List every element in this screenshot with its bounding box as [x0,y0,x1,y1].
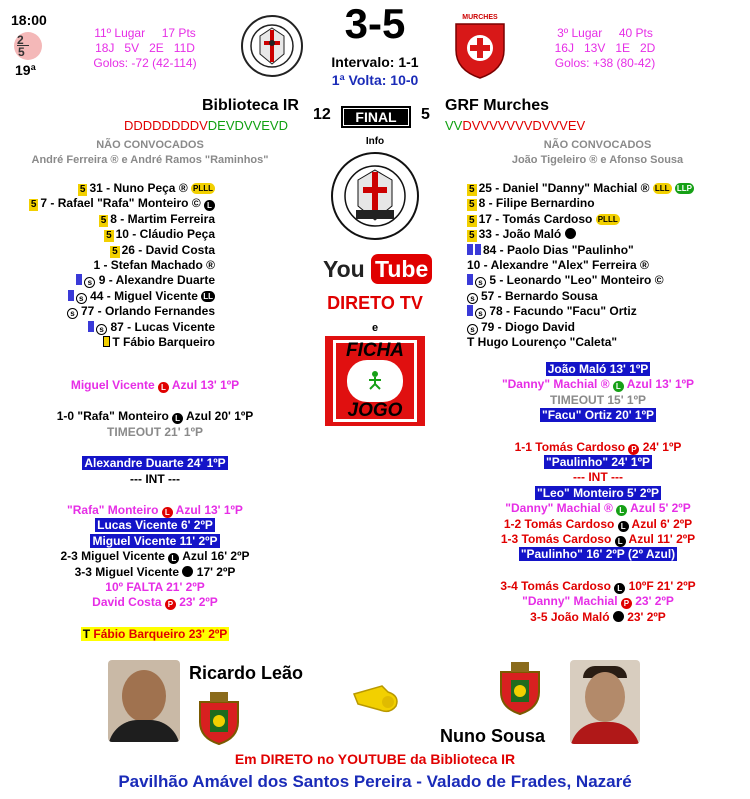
player-name: 77 - Orlando Fernandes [80,304,215,319]
penalty-icon: P [628,444,639,455]
foul-icon: L [616,505,627,516]
event-detail: Azul 13' 1ºP [172,503,243,518]
event-detail: Azul 16' 2ºP [179,549,250,564]
blue-card-mark [88,321,94,332]
away-form-recent: DVVVVVVVDVVVEV [462,118,586,133]
away-standing-line1: 3º Lugar 40 Pts [557,26,653,40]
substitute-marker [88,320,110,334]
player-row [467,212,694,227]
event-row [0,534,310,549]
event-highlight [519,547,677,561]
away-form-wins: VV [445,118,463,133]
goal-ball-icon: L [204,200,215,211]
player-stats-icons [201,196,215,210]
event-text: Miguel Vicente 11' 2ºP [92,533,218,548]
blue-card-mark [475,244,481,255]
event-highlight [544,455,652,469]
event-row [0,425,310,440]
player-row [29,273,215,288]
starter-badge: 5 [469,199,475,211]
round-number: 19ª [15,62,36,78]
player-name: 17 - Tomás Cardoso [478,211,593,226]
blue-card-mark [467,274,473,285]
date-day: 2 [17,33,24,47]
home-team-name: Biblioteca IR [202,97,299,114]
event-text: "Paulinho" 24' 1ºP [546,455,650,470]
event-row [0,456,310,471]
event-text: 1-1 Tomás Cardoso [514,439,626,454]
sub-icon: s [467,293,478,304]
player-name: 1 - Stefan Machado ® [93,258,215,273]
blue-card-mark [467,305,473,316]
event-text: 2-3 Miguel Vicente [60,549,165,564]
away-crest-label: MURCHES [462,14,498,21]
event-detail: Azul 11' 2ºP [625,532,696,547]
double-blue-marker [467,243,483,257]
event-row [447,408,749,423]
event-text: 10º FALTA 21' 2ºP [105,580,205,595]
event-text: "Paulinho" 16' 2ºP (2º Azul) [520,547,676,562]
away-team-name: GRF Murches [445,97,550,114]
halftime-score: Intervalo: 1-1 [331,54,419,70]
player-name: 10 - Cláudio Peça [115,227,215,242]
date-badge [14,32,42,60]
event-row [447,501,749,516]
event-text: "Danny" Machial ® [501,377,610,392]
coach-icon: T [112,335,123,350]
sub-icon: s [475,277,486,288]
starter-badge: 5 [106,230,112,242]
blue-card-mark [76,274,82,285]
event-detail: Azul 5' 2ºP [627,501,691,516]
player-name: 87 - Lucas Vicente [110,319,215,334]
home-not-called [0,138,300,168]
event-row [0,518,310,533]
blue-card-mark [467,244,473,255]
event-row [0,409,310,424]
stats-pill-icon: PLLL [597,214,618,224]
player-row [467,320,694,335]
event-row [0,580,310,595]
jogo-label: JOGO [347,400,403,421]
away-not-called [445,138,750,168]
player-row [467,273,694,288]
substitute-marker [467,273,489,287]
event-text: 3-3 Miguel Vicente [74,564,180,579]
player-name: 8 - Filipe Bernardino [478,196,595,211]
player-row [29,227,215,242]
player-name: Fábio Barqueiro [122,335,215,350]
penalty-icon: P [621,598,632,609]
substitute-marker [68,289,90,303]
event-text: 1-0 "Rafa" Monteiro [56,409,169,424]
player-row [29,320,215,335]
event-row [447,610,749,625]
association-crest-right [497,660,543,716]
player-row [467,335,694,350]
event-row [447,579,749,594]
foul-icon: L [162,507,173,518]
player-row [29,243,215,258]
foul-icon: L [172,413,183,424]
starter-badge: 5 [30,199,37,211]
event-row [447,532,749,547]
player-stats-icons [650,181,694,195]
referee1-photo [108,660,180,742]
sub-icon: s [84,277,95,288]
player-name: 9 - Alexandre Duarte [98,273,215,288]
sub-icon: s [67,308,78,319]
footer-live-note: Em DIRETO no YOUTUBE da Biblioteca IR [234,751,516,767]
event-text: Fábio Barqueiro 23' 2ºP [93,626,228,641]
home-not-called-title: NÃO CONVOCADOS [96,139,204,151]
player-name: 7 - Rafael "Rafa" Monteiro © [40,196,201,211]
event-text: Lucas Vicente 6' 2ºP [97,518,213,533]
away-not-called-list: João Tigeleiro ® e Afonso Sousa [511,154,684,166]
event-text: "Danny" Machial ® [505,501,613,516]
player-stats-icons [198,289,215,303]
player-name: 25 - Daniel "Danny" Machial ® [478,181,650,195]
player-name: 5 - Leonardo "Leo" Monteiro © [489,273,664,288]
event-row [447,470,749,485]
player-name: 79 - Diogo David [481,319,576,334]
home-crest [240,14,304,78]
event-row [0,627,310,642]
event-detail: Azul 20' 1ºP [183,409,254,424]
event-text: Alexandre Duarte 24' 1ºP [84,456,226,471]
home-standing-line3: Golos: -72 (42-114) [93,56,197,70]
stats-pill-icon: PLLL [193,184,213,193]
player-row [29,304,215,319]
starter-badge: 5 [469,184,475,195]
home-form-losses: DDDDDDDDV [124,118,208,133]
player-row [467,227,694,242]
event-detail: 23' 2ºP [623,609,666,624]
away-fouls: 5 [421,106,430,123]
event-detail: 23' 2ºP [631,594,674,609]
away-standing [520,26,690,71]
penalty-icon: P [165,599,176,610]
goal-pill-icon: LL [203,291,213,301]
referee1-name: Ricardo Leão [189,663,304,683]
event-text: João Maló 13' 1ºP [547,362,649,376]
goal-ball-icon [613,611,624,622]
match-status: FINAL [341,106,411,128]
event-row [0,595,310,610]
foul-icon: L [158,382,169,393]
player-name: 26 - David Costa [121,242,215,257]
event-text: David Costa [92,595,162,610]
event-row [447,362,749,377]
starter-badge: 5 [79,184,86,195]
event-row [0,549,310,564]
event-highlight [95,518,215,532]
away-standing-line2: 16J 13V 1E 2D [554,41,656,55]
foul-icon: L [615,536,626,547]
event-highlight [546,362,651,376]
home-events-list [0,378,310,642]
final-score: 3-5 [344,0,406,47]
whistle-icon [348,682,404,716]
event-detail: 17' 2ºP [193,564,236,579]
starter-badge: 5 [100,214,107,226]
event-text: 1-3 Tomás Cardoso [500,532,612,547]
home-not-called-list: André Ferreira ® e André Ramos "Raminhos" [31,154,269,166]
starter-badge: 5 [469,230,475,242]
event-highlight [81,627,230,641]
event-row [447,486,749,501]
player-name: 10 - Alexandre "Alex" Ferreira ® [467,258,649,273]
event-text: 1-2 Tomás Cardoso [503,516,615,531]
goalkeeper-marker [103,335,123,349]
player-name: 57 - Bernardo Sousa [481,288,598,303]
event-text: --- INT --- [573,470,623,485]
coach-icon: T [82,626,94,641]
away-players-list [467,181,694,350]
player-name: 78 - Facundo "Facu" Ortiz [489,304,637,319]
sub-icon: s [76,293,87,304]
player-row [29,196,215,211]
event-text: TIMEOUT 21' 1ºP [107,424,203,439]
coach-icon: T [467,335,478,350]
youtube-tube: Tube [371,254,432,284]
player-figure-icon [365,370,385,390]
player-row [29,289,215,304]
event-detail: Azul 6' 2ºP [628,516,693,531]
player-name: 33 - João Maló [478,227,562,242]
event-row [447,377,749,392]
event-text: "Facu" Ortiz 20' 1ºP [542,408,654,423]
stats-pill-icon: LLL [654,184,670,193]
event-detail: 10ºF 21' 2ºP [625,578,696,593]
player-row [29,212,215,227]
player-row [467,243,694,258]
event-highlight [90,534,219,548]
goalkeeper-icon [103,336,110,347]
away-crest [450,14,510,80]
player-row [467,181,694,196]
starter-badge: 5 [112,245,118,257]
match-time: 18:00 [11,12,47,28]
substitute-marker [76,273,98,287]
event-text: 3-4 Tomás Cardoso [500,578,611,593]
event-row [447,440,749,455]
sub-icon: s [475,308,486,319]
event-detail: Azul 13' 1ºP [169,378,240,392]
event-highlight [535,486,661,500]
and-label: e [371,322,379,334]
away-standing-line3: Golos: +38 (80-42) [554,56,656,70]
player-row [29,181,215,196]
player-name: 84 - Paolo Dias "Paulinho" [483,242,634,257]
home-standing [60,26,230,71]
player-row [29,258,215,273]
player-name: 31 - Nuno Peça ® [89,181,188,195]
referee2-name: Nuno Sousa [440,726,546,746]
event-detail: 23' 2ºP [175,595,218,610]
event-row [447,393,749,408]
event-row [0,565,310,580]
association-crest-left [196,690,242,746]
away-events-list [447,362,749,625]
ficha-label: FICHA [345,340,405,361]
away-not-called-title: NÃO CONVOCADOS [543,139,652,151]
goal-ball-icon [182,566,193,577]
event-detail: 24' 1ºP [639,439,682,454]
player-name: 8 - Martim Ferreira [110,211,215,226]
event-highlight [82,456,227,470]
direto-tv: DIRETO TV [327,293,423,313]
event-row [447,517,749,532]
first-leg-score: 1ª Volta: 10-0 [331,72,419,88]
event-text: Miguel Vicente [70,378,155,392]
sub-icon: s [467,324,478,335]
blue-card-mark [68,290,74,301]
home-players-list [29,181,215,350]
date-month: 5 [18,45,25,59]
event-text: "Rafa" Monteiro [67,503,159,518]
player-row [467,196,694,211]
event-text: "Danny" Machial [522,594,618,609]
player-row [467,258,694,273]
event-detail: Azul 13' 1ºP [623,377,695,392]
ficha-jogo-logo[interactable] [325,336,425,426]
event-text: --- INT --- [130,471,180,486]
starter-badge: 5 [469,214,475,226]
player-row [467,304,694,319]
event-row [0,472,310,487]
foul-icon: L [618,521,629,532]
away-form [445,118,585,133]
foul-icon: L [614,583,625,594]
player-name: 44 - Miguel Vicente [90,288,198,303]
club-crest-large[interactable] [330,150,420,242]
home-form-recent: DEVDVVEVD [207,118,288,133]
youtube-logo[interactable] [323,254,427,286]
substitute-marker [467,304,489,318]
foul-icon: L [613,381,624,392]
goal-ball-icon [565,228,576,239]
home-standing-line2: 18J 5V 2E 11D [95,41,195,55]
stats-pill-icon: LLP [676,184,692,193]
home-form [124,118,288,133]
event-row [447,547,749,562]
foul-icon: L [168,553,179,564]
event-text: 3-5 João Maló [530,609,610,624]
footer-venue: Pavilhão Amável dos Santos Pereira - Valado de Frades, Nazaré [118,772,632,791]
event-text: "Leo" Monteiro 5' 2ºP [537,485,659,500]
player-stats-icons [561,227,575,241]
event-row [447,455,749,470]
player-name: Hugo Lourenço "Caleta" [477,335,618,350]
player-stats-icons [592,212,619,226]
info-label: Info [365,136,385,147]
event-text: TIMEOUT 15' 1ºP [550,392,646,407]
home-standing-line1: 11º Lugar 17 Pts [94,26,196,40]
event-highlight [540,408,656,422]
youtube-you: You [323,256,365,282]
player-row [467,289,694,304]
event-row [447,594,749,609]
event-row [0,378,310,393]
sub-icon: s [96,324,107,335]
home-fouls: 12 [313,106,331,123]
player-row [29,335,215,350]
player-stats-icons [188,181,215,195]
event-row [0,503,310,518]
referee2-photo [570,660,640,744]
